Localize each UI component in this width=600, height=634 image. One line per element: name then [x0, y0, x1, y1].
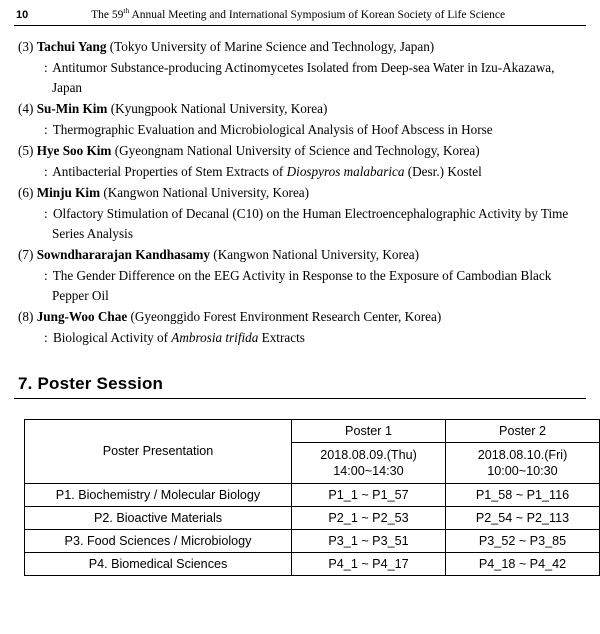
row-poster2-range: P2_54 ~ P2_113: [446, 506, 600, 529]
poster1-header: Poster 1: [292, 419, 446, 442]
section-heading: 7. Poster Session: [14, 374, 586, 399]
entry-author: Jung-Woo Chae: [36, 308, 128, 324]
poster2-date: 2018.08.10.(Fri): [477, 447, 568, 462]
abstract-list: [14, 37, 586, 348]
poster1-time: 14:00~14:30: [333, 463, 404, 478]
entry-title-species: Ambrosia trifida: [171, 329, 259, 345]
entry-affiliation: (Gyeonggido Forest Environment Research Center, Korea): [130, 308, 442, 324]
entry-title-line: [14, 266, 586, 306]
entry-affiliation: (Kangwon National University, Korea): [213, 246, 419, 262]
entry-number: (3): [18, 38, 34, 54]
entry-author: Tachui Yang: [36, 38, 107, 54]
running-header: [14, 0, 586, 26]
abstract-entry: [14, 245, 586, 306]
entry-title: The Gender Difference on the EEG Activity in Response to the Exposure of Cambodian Black Pepper Oil: [52, 267, 552, 303]
poster-schedule-table: [24, 419, 600, 576]
entry-affiliation: (Tokyo University of Marine Science and Technology, Japan): [109, 38, 435, 54]
entry-title-line: [14, 328, 586, 348]
entry-title-part: Biological Activity of: [52, 329, 172, 345]
poster2-time: 10:00~10:30: [487, 463, 558, 478]
poster-presentation-label-cell: Poster Presentation: [25, 419, 292, 483]
entry-author: Su-Min Kim: [36, 100, 108, 116]
entry-affiliation: (Gyeongnam National University of Science and Technology, Korea): [114, 142, 480, 158]
row-poster2-range: P4_18 ~ P4_42: [446, 552, 600, 575]
header-title-post: Annual Meeting and International Symposium of Korean Society of Life Science: [129, 8, 506, 21]
entry-title-species: Diospyros malabarica: [286, 163, 405, 179]
entry-author-line: [18, 307, 586, 327]
entry-title: Thermographic Evaluation and Microbiological Analysis of Hoof Abscess in Horse: [52, 121, 493, 137]
abstract-entry: [14, 37, 586, 98]
title-colon: :: [44, 205, 48, 221]
title-colon: :: [44, 163, 48, 179]
entry-title-part: (Desr.) Kostel: [404, 163, 482, 179]
row-poster1-range: P2_1 ~ P2_53: [292, 506, 446, 529]
title-colon: :: [44, 329, 48, 345]
entry-title-part: Antibacterial Properties of Stem Extracts of: [52, 163, 287, 179]
entry-number: (7): [18, 246, 34, 262]
row-poster1-range: P1_1 ~ P1_57: [292, 483, 446, 506]
entry-affiliation: (Kyungpook National University, Korea): [110, 100, 328, 116]
entry-title-line: [14, 58, 586, 98]
entry-affiliation: (Kangwon National University, Korea): [103, 184, 310, 200]
abstract-entry: [14, 307, 586, 348]
entry-title-line: [14, 204, 586, 244]
entry-author-line: [18, 99, 586, 119]
entry-author: Sowndhararajan Kandhasamy: [36, 246, 210, 262]
entry-number: (4): [18, 100, 34, 116]
entry-author: Minju Kim: [36, 184, 101, 200]
table-row: [25, 552, 600, 575]
entry-author-line: [18, 245, 586, 265]
entry-author: Hye Soo Kim: [36, 142, 112, 158]
entry-number: (8): [18, 308, 34, 324]
row-category-label: P3. Food Sciences / Microbiology: [25, 529, 292, 552]
header-title-pre: The 59: [91, 8, 124, 21]
poster2-datetime: [446, 442, 600, 483]
row-category-label: P1. Biochemistry / Molecular Biology: [25, 483, 292, 506]
header-title-superscript: th: [123, 6, 130, 15]
entry-author-line: [18, 141, 586, 161]
entry-title-part: Extracts: [258, 329, 305, 345]
table-row: [25, 506, 600, 529]
row-poster1-range: P4_1 ~ P4_17: [292, 552, 446, 575]
abstract-entry: [14, 141, 586, 182]
title-colon: :: [44, 59, 48, 75]
table-row: [25, 529, 600, 552]
table-header-row: [25, 419, 600, 442]
abstract-entry: [14, 99, 586, 140]
poster1-datetime: [292, 442, 446, 483]
poster-session-section: [14, 374, 586, 399]
row-poster2-range: P1_58 ~ P1_116: [446, 483, 600, 506]
entry-author-line: [18, 37, 586, 57]
header-title: [38, 4, 586, 22]
row-category-label: P2. Bioactive Materials: [25, 506, 292, 529]
entry-title: Antitumor Substance-producing Actinomycetes Isolated from Deep-sea Water in Izu-Akazawa, Japan: [52, 59, 555, 95]
poster1-date: 2018.08.09.(Thu): [320, 447, 417, 462]
abstract-entry: [14, 183, 586, 244]
entry-number: (6): [18, 184, 34, 200]
title-colon: :: [44, 121, 48, 137]
title-colon: :: [44, 267, 48, 283]
entry-title: Olfactory Stimulation of Decanal (C10) on the Human Electroencephalographic Activity by Time Series Analysis: [52, 205, 569, 241]
row-poster1-range: P3_1 ~ P3_51: [292, 529, 446, 552]
poster2-header: Poster 2: [446, 419, 600, 442]
entry-title-line: [14, 120, 586, 140]
entry-author-line: [18, 183, 586, 203]
row-poster2-range: P3_52 ~ P3_85: [446, 529, 600, 552]
page-number: 10: [16, 8, 29, 21]
table-row: [25, 483, 600, 506]
row-category-label: P4. Biomedical Sciences: [25, 552, 292, 575]
entry-title-line: [14, 162, 586, 182]
entry-number: (5): [18, 142, 34, 158]
